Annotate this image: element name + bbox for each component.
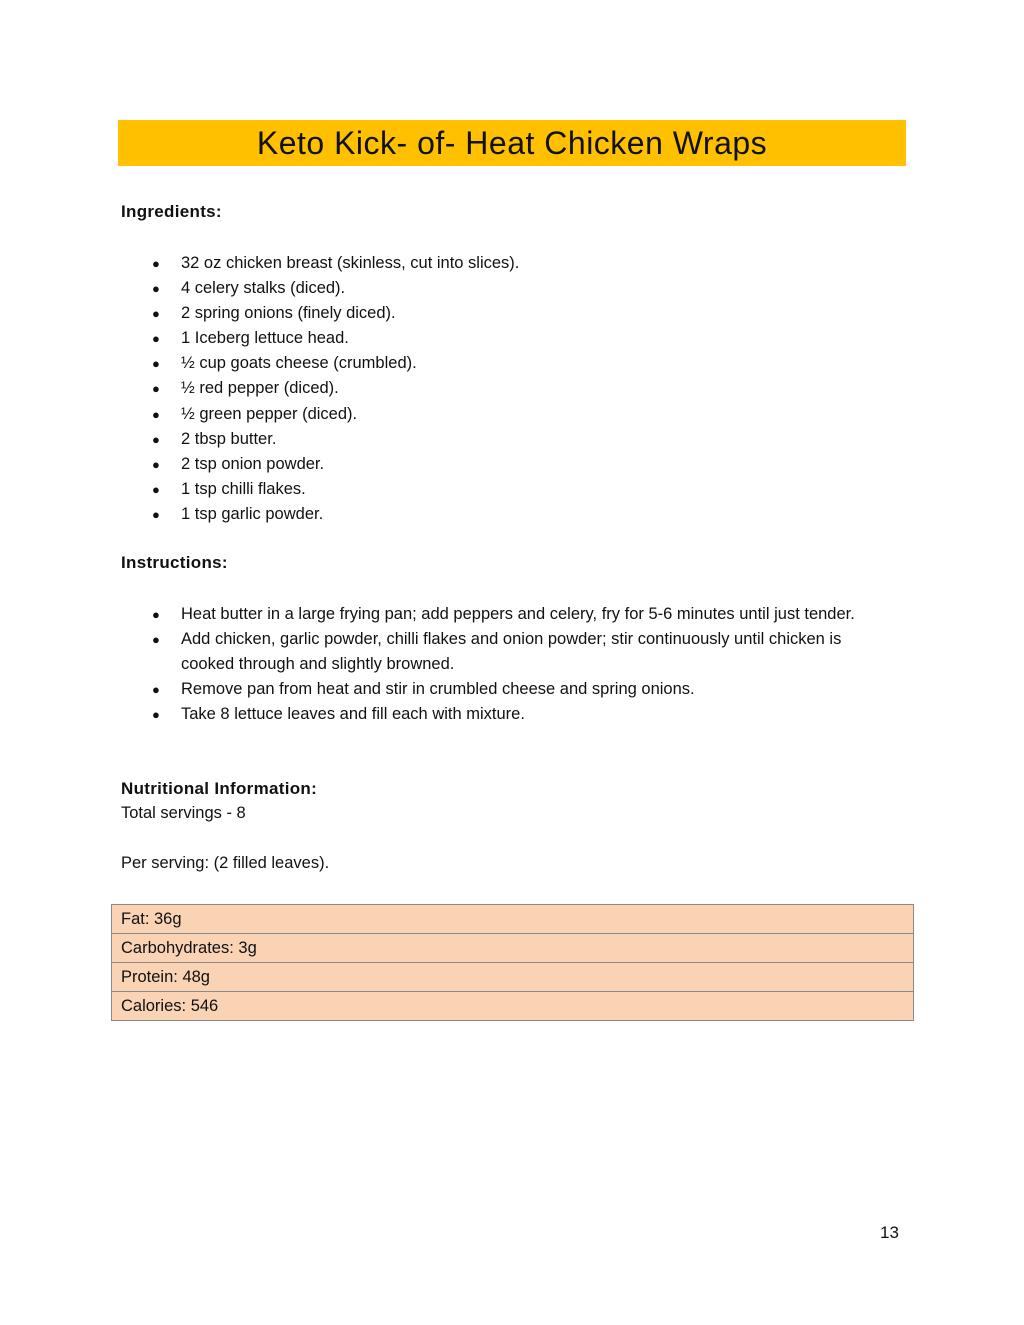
instruction-step: ● Add chicken, garlic powder, chilli flakes and onion powder; stir continuously until chicken is cooked through and slightly browned. <box>150 627 890 677</box>
ingredient-item: ● 32 oz chicken breast (skinless, cut into slices). <box>150 251 890 276</box>
instruction-step: ● Take 8 lettuce leaves and fill each with mixture. <box>150 702 890 727</box>
bullet-icon: ● <box>152 406 160 422</box>
bullet-icon: ● <box>152 431 160 447</box>
nutrition-carbohydrates: Carbohydrates: 3g <box>112 934 914 963</box>
ingredient-item: ● 2 tbsp butter. <box>150 427 890 452</box>
bullet-icon: ● <box>152 281 160 297</box>
bullet-icon: ● <box>152 331 160 347</box>
ingredient-item: ● ½ green pepper (diced). <box>150 402 890 427</box>
title-banner <box>118 120 906 166</box>
bullet-icon: ● <box>152 356 160 372</box>
bullet-icon: ● <box>152 456 160 472</box>
bullet-icon: ● <box>152 306 160 322</box>
nutrition-fat: Fat: 36g <box>112 905 914 934</box>
ingredient-item: ● 1 Iceberg lettuce head. <box>150 326 890 351</box>
ingredients-heading: Ingredients: <box>121 202 222 221</box>
bullet-icon: ● <box>152 632 160 648</box>
instruction-step: ● Remove pan from heat and stir in crumbled cheese and spring onions. <box>150 677 890 702</box>
ingredient-item: ● ½ red pepper (diced). <box>150 376 890 401</box>
page-number: 13 <box>880 1223 899 1242</box>
nutrition-protein: Protein: 48g <box>112 963 914 992</box>
instructions-heading: Instructions: <box>121 553 228 572</box>
ingredients-list <box>150 251 890 527</box>
total-servings: Total servings - 8 <box>121 804 246 822</box>
bullet-icon: ● <box>152 682 160 698</box>
ingredient-item: ● 1 tsp garlic powder. <box>150 502 890 527</box>
bullet-icon: ● <box>152 256 160 271</box>
nutrition-calories: Calories: 546 <box>112 992 914 1021</box>
nutrition-table <box>111 904 914 1021</box>
ingredient-item: ● 1 tsp chilli flakes. <box>150 477 890 502</box>
per-serving-note: Per serving: (2 filled leaves). <box>121 854 330 872</box>
bullet-icon: ● <box>152 381 160 397</box>
ingredient-item: ● 2 tsp onion powder. <box>150 452 890 477</box>
bullet-icon: ● <box>152 707 160 723</box>
table-row <box>112 905 914 934</box>
table-row <box>112 992 914 1021</box>
instruction-step: ● Heat butter in a large frying pan; add peppers and celery, fry for 5-6 minutes until just tender. <box>150 602 890 627</box>
table-row <box>112 934 914 963</box>
ingredient-item: ● 4 celery stalks (diced). <box>150 276 890 301</box>
bullet-icon: ● <box>152 506 160 522</box>
bullet-icon: ● <box>152 481 160 497</box>
instructions-list <box>150 602 890 727</box>
ingredient-item: ● ½ cup goats cheese (crumbled). <box>150 351 890 376</box>
table-row <box>112 963 914 992</box>
ingredient-item: ● 2 spring onions (finely diced). <box>150 301 890 326</box>
recipe-title: Keto Kick- of- Heat Chicken Wraps <box>256 124 768 161</box>
bullet-icon: ● <box>152 607 160 622</box>
nutrition-heading: Nutritional Information: <box>121 779 318 798</box>
